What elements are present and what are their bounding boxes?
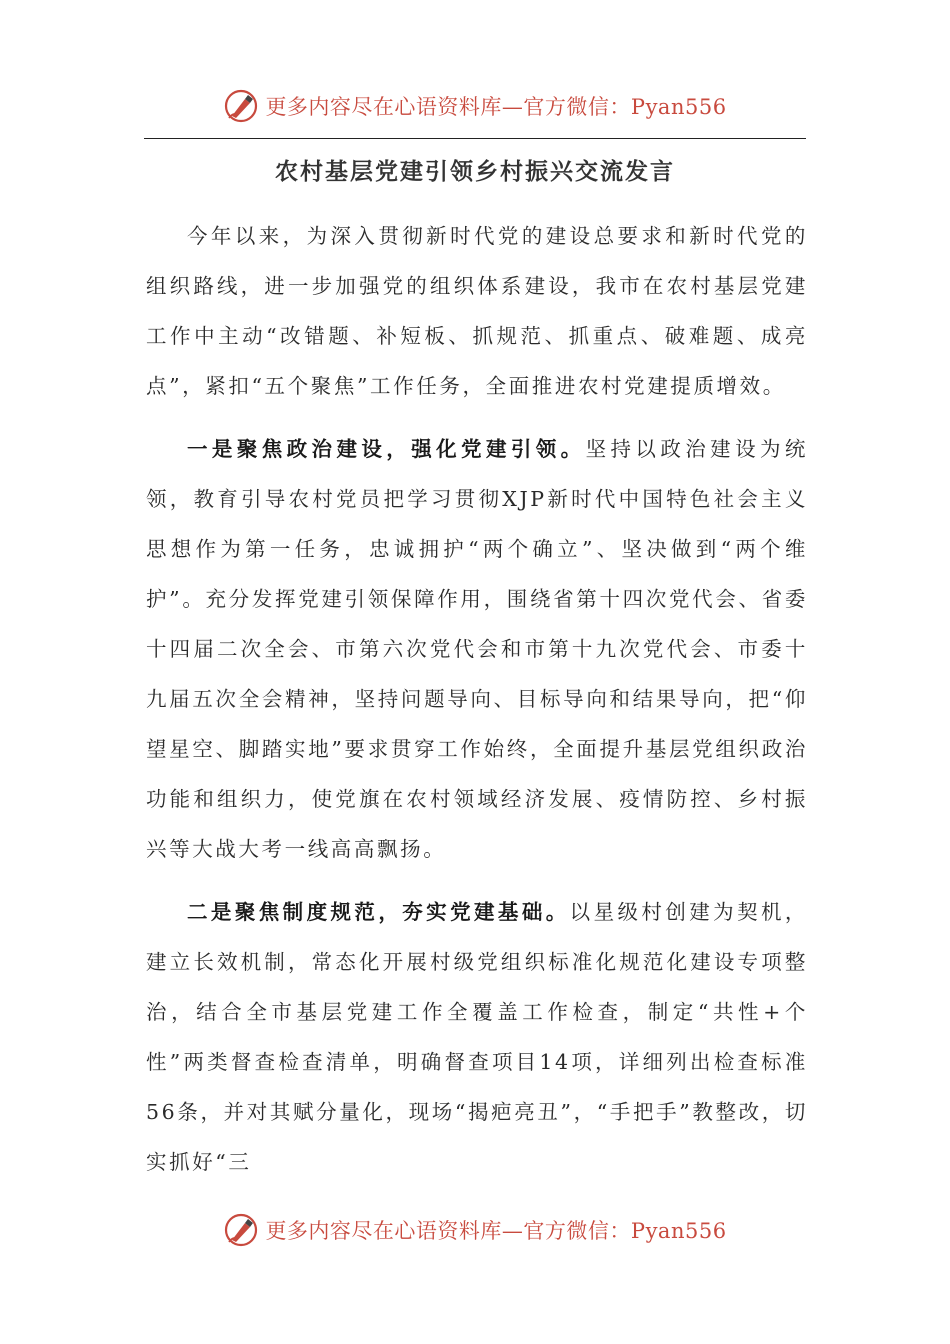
pen-nib-circle-icon: [223, 1212, 259, 1248]
page-footer: [0, 1210, 950, 1250]
paragraph-institutional-standards: [146, 887, 808, 1187]
document-title: 农村基层党建引领乡村振兴交流发言: [275, 158, 675, 185]
header-brand-text: 更多内容尽在心语资料库—官方微信：Pyan556: [265, 95, 727, 119]
paragraph-text: 以星级村创建为契机，建立长效机制，常态化开展村级党组织标准化规范化建设专项整治，结合全市基层党建工作全覆盖工作检查，制定“共性+个性”两类督查检查清单，明确督查项目14项，详细列出检查标准56条，并对其赋分量化，现场“揭疤亮丑”，“手把手”教整改，切实抓好“三: [146, 900, 808, 1174]
paragraph-lead: 二是聚焦制度规范，夯实党建基础。: [187, 900, 570, 924]
document-body: [146, 211, 808, 1187]
page-header: [0, 86, 950, 126]
paragraph-lead: 一是聚焦政治建设，强化党建引领。: [187, 437, 586, 461]
paragraph-political-building: [146, 424, 808, 874]
paragraph-intro: [146, 211, 808, 411]
header-divider: [144, 138, 806, 139]
pen-nib-circle-icon: [223, 88, 259, 124]
paragraph-text: 坚持以政治建设为统领，教育引导农村党员把学习贯彻XJP新时代中国特色社会主义思想作为第一任务，忠诚拥护“两个确立”、坚决做到“两个维护”。充分发挥党建引领保障作用，围绕省第十四次党代会、省委十四届二次全会、市第六次党代会和市第十九次党代会、市委十九届五次全会精神，坚持问题导向、目标导向和结果导向，把“仰望星空、脚踏实地”要求贯穿工作始终，全面提升基层党组织政治功能和组织力，使党旗在农村领域经济发展、疫情防控、乡村振兴等大战大考一线高高飘扬。: [146, 437, 808, 861]
footer-brand-text: 更多内容尽在心语资料库—官方微信：Pyan556: [265, 1219, 727, 1243]
paragraph-text: 今年以来，为深入贯彻新时代党的建设总要求和新时代党的组织路线，进一步加强党的组织体系建设，我市在农村基层党建工作中主动“改错题、补短板、抓规范、抓重点、破难题、成亮点”，紧扣“五个聚焦”工作任务，全面推进农村党建提质增效。: [146, 224, 808, 398]
